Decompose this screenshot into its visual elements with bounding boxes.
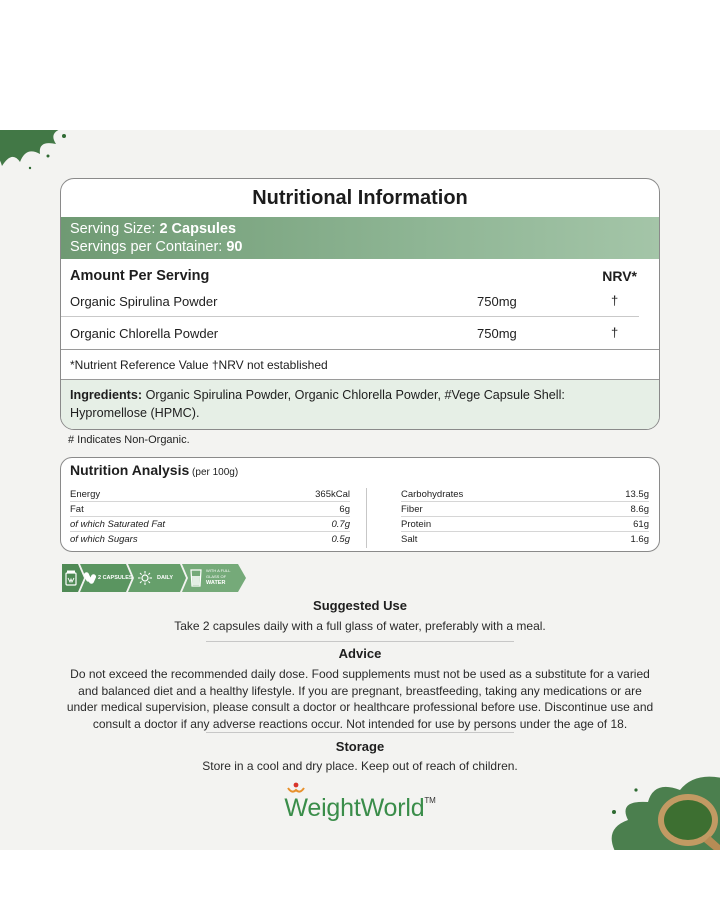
ingredient-amount: 750mg [477,326,517,341]
ingredients-label: Ingredients: [70,388,143,402]
step-capsules-label: 2 CAPSULES [98,575,133,581]
logo-trademark: TM [424,796,436,805]
table-row [61,317,659,349]
servings-per-container [70,238,650,256]
logo-wordmark [284,794,435,823]
nutrient-value: 61g [633,519,649,530]
ingredients-line-2: Hypromellose (HPMC). [70,406,200,420]
glass-of-water-icon [190,569,202,587]
step-water-label-2: GLASS OF [206,574,227,579]
product-info-sheet [0,130,720,850]
nutrient-value: 6g [339,504,350,515]
step-water-label-3: WATER [206,580,226,586]
table-row [401,517,649,532]
nutrient-name: Carbohydrates [401,489,464,500]
advice-heading: Advice [338,646,382,661]
advice-line: Do not exceed the recommended daily dose. Food supplements must not be used as a substitute for a varied [70,667,650,681]
analysis-right-column [401,487,649,547]
step-water-label-1: WITH A FULL [206,568,231,573]
advice-text [0,666,720,732]
ingredients-list [61,379,659,430]
table-row [401,487,649,502]
nutrient-name: of which Saturated Fat [70,519,166,530]
servings-value: 90 [226,239,243,255]
nutrient-name: Fiber [401,504,423,515]
ingredient-name: Organic Spirulina Powder [70,294,218,309]
heart-person-icon [287,782,305,796]
ingredient-nrv: † [611,325,619,340]
ingredient-amount: 750mg [477,294,517,309]
weightworld-logo [0,794,720,823]
nutrient-name: Protein [401,519,432,530]
advice-line: and balanced diet and a healthy lifestyle. If you are pregnant, breastfeeding, taking any medications or are [78,683,642,698]
table-row [61,285,639,317]
nutrient-value: 365kCal [315,489,350,500]
serving-size-label: Serving Size: [70,221,156,237]
servings-label: Servings per Container: [70,239,223,255]
table-row [401,532,649,547]
analysis-title-text: Nutrition Analysis [70,462,190,478]
nutrient-name: Fat [70,504,84,515]
logo-text: WeightWorld [284,794,425,822]
suggested-use-heading: Suggested Use [313,598,407,613]
nutrient-name: Salt [401,534,418,545]
nutrient-value: 8.6g [630,504,649,515]
storage-heading: Storage [335,739,385,754]
storage-text: Store in a cool and dry place. Keep out of reach of children. [202,759,518,773]
nutrition-title: Nutritional Information [252,187,468,209]
nutrient-value: 13.5g [625,489,649,500]
nutrient-name: Energy [70,489,101,500]
advice-line: consult a doctor if any adverse reactions occur. Not intended for use by persons under the age of 18. [92,716,628,731]
table-row [70,487,350,502]
spirulina-powder-decoration [0,130,80,180]
nutrition-analysis-table [60,457,660,552]
analysis-title [61,458,659,484]
nutrient-value: 1.6g [630,534,649,545]
nutritional-information-table [60,178,660,430]
serving-band [61,217,659,259]
amount-per-serving-header: Amount Per Serving [70,268,210,284]
table-row [401,502,649,517]
table-row [70,502,350,517]
nutrient-value: 0.5g [331,534,350,545]
analysis-left-column [70,487,350,547]
sun-icon [138,571,152,585]
directions-icon-strip [62,564,248,592]
section-divider [206,732,514,733]
jar-icon [65,570,77,586]
table-row [70,517,350,532]
section-divider [206,641,514,642]
ingredient-name: Organic Chlorella Powder [70,326,219,341]
capsules-icon [84,571,96,585]
suggested-use-text: Take 2 capsules daily with a full glass of water, preferably with a meal. [174,619,546,633]
serving-size [70,220,650,238]
ingredient-nrv: † [611,293,619,308]
nrv-footnote: *Nutrient Reference Value †NRV not established [61,349,659,379]
non-organic-note: # Indicates Non-Organic. [68,434,190,446]
analysis-divider [366,488,367,548]
nrv-header: NRV* [602,268,637,284]
table-row [70,532,350,547]
serving-size-value: 2 Capsules [159,221,237,237]
ingredients-line-1: Organic Spirulina Powder, Organic Chlorella Powder, #Vege Capsule Shell: [142,388,565,402]
advice-line: under medical supervision, please consult a doctor or healthcare professional before use. Discontinue use and [66,700,654,714]
nutrient-name: of which Sugars [70,534,138,545]
step-daily-label: DAILY [157,575,173,581]
analysis-unit: (per 100g) [189,467,239,478]
nutrient-value: 0.7g [331,519,350,530]
amount-header-row [61,259,659,285]
